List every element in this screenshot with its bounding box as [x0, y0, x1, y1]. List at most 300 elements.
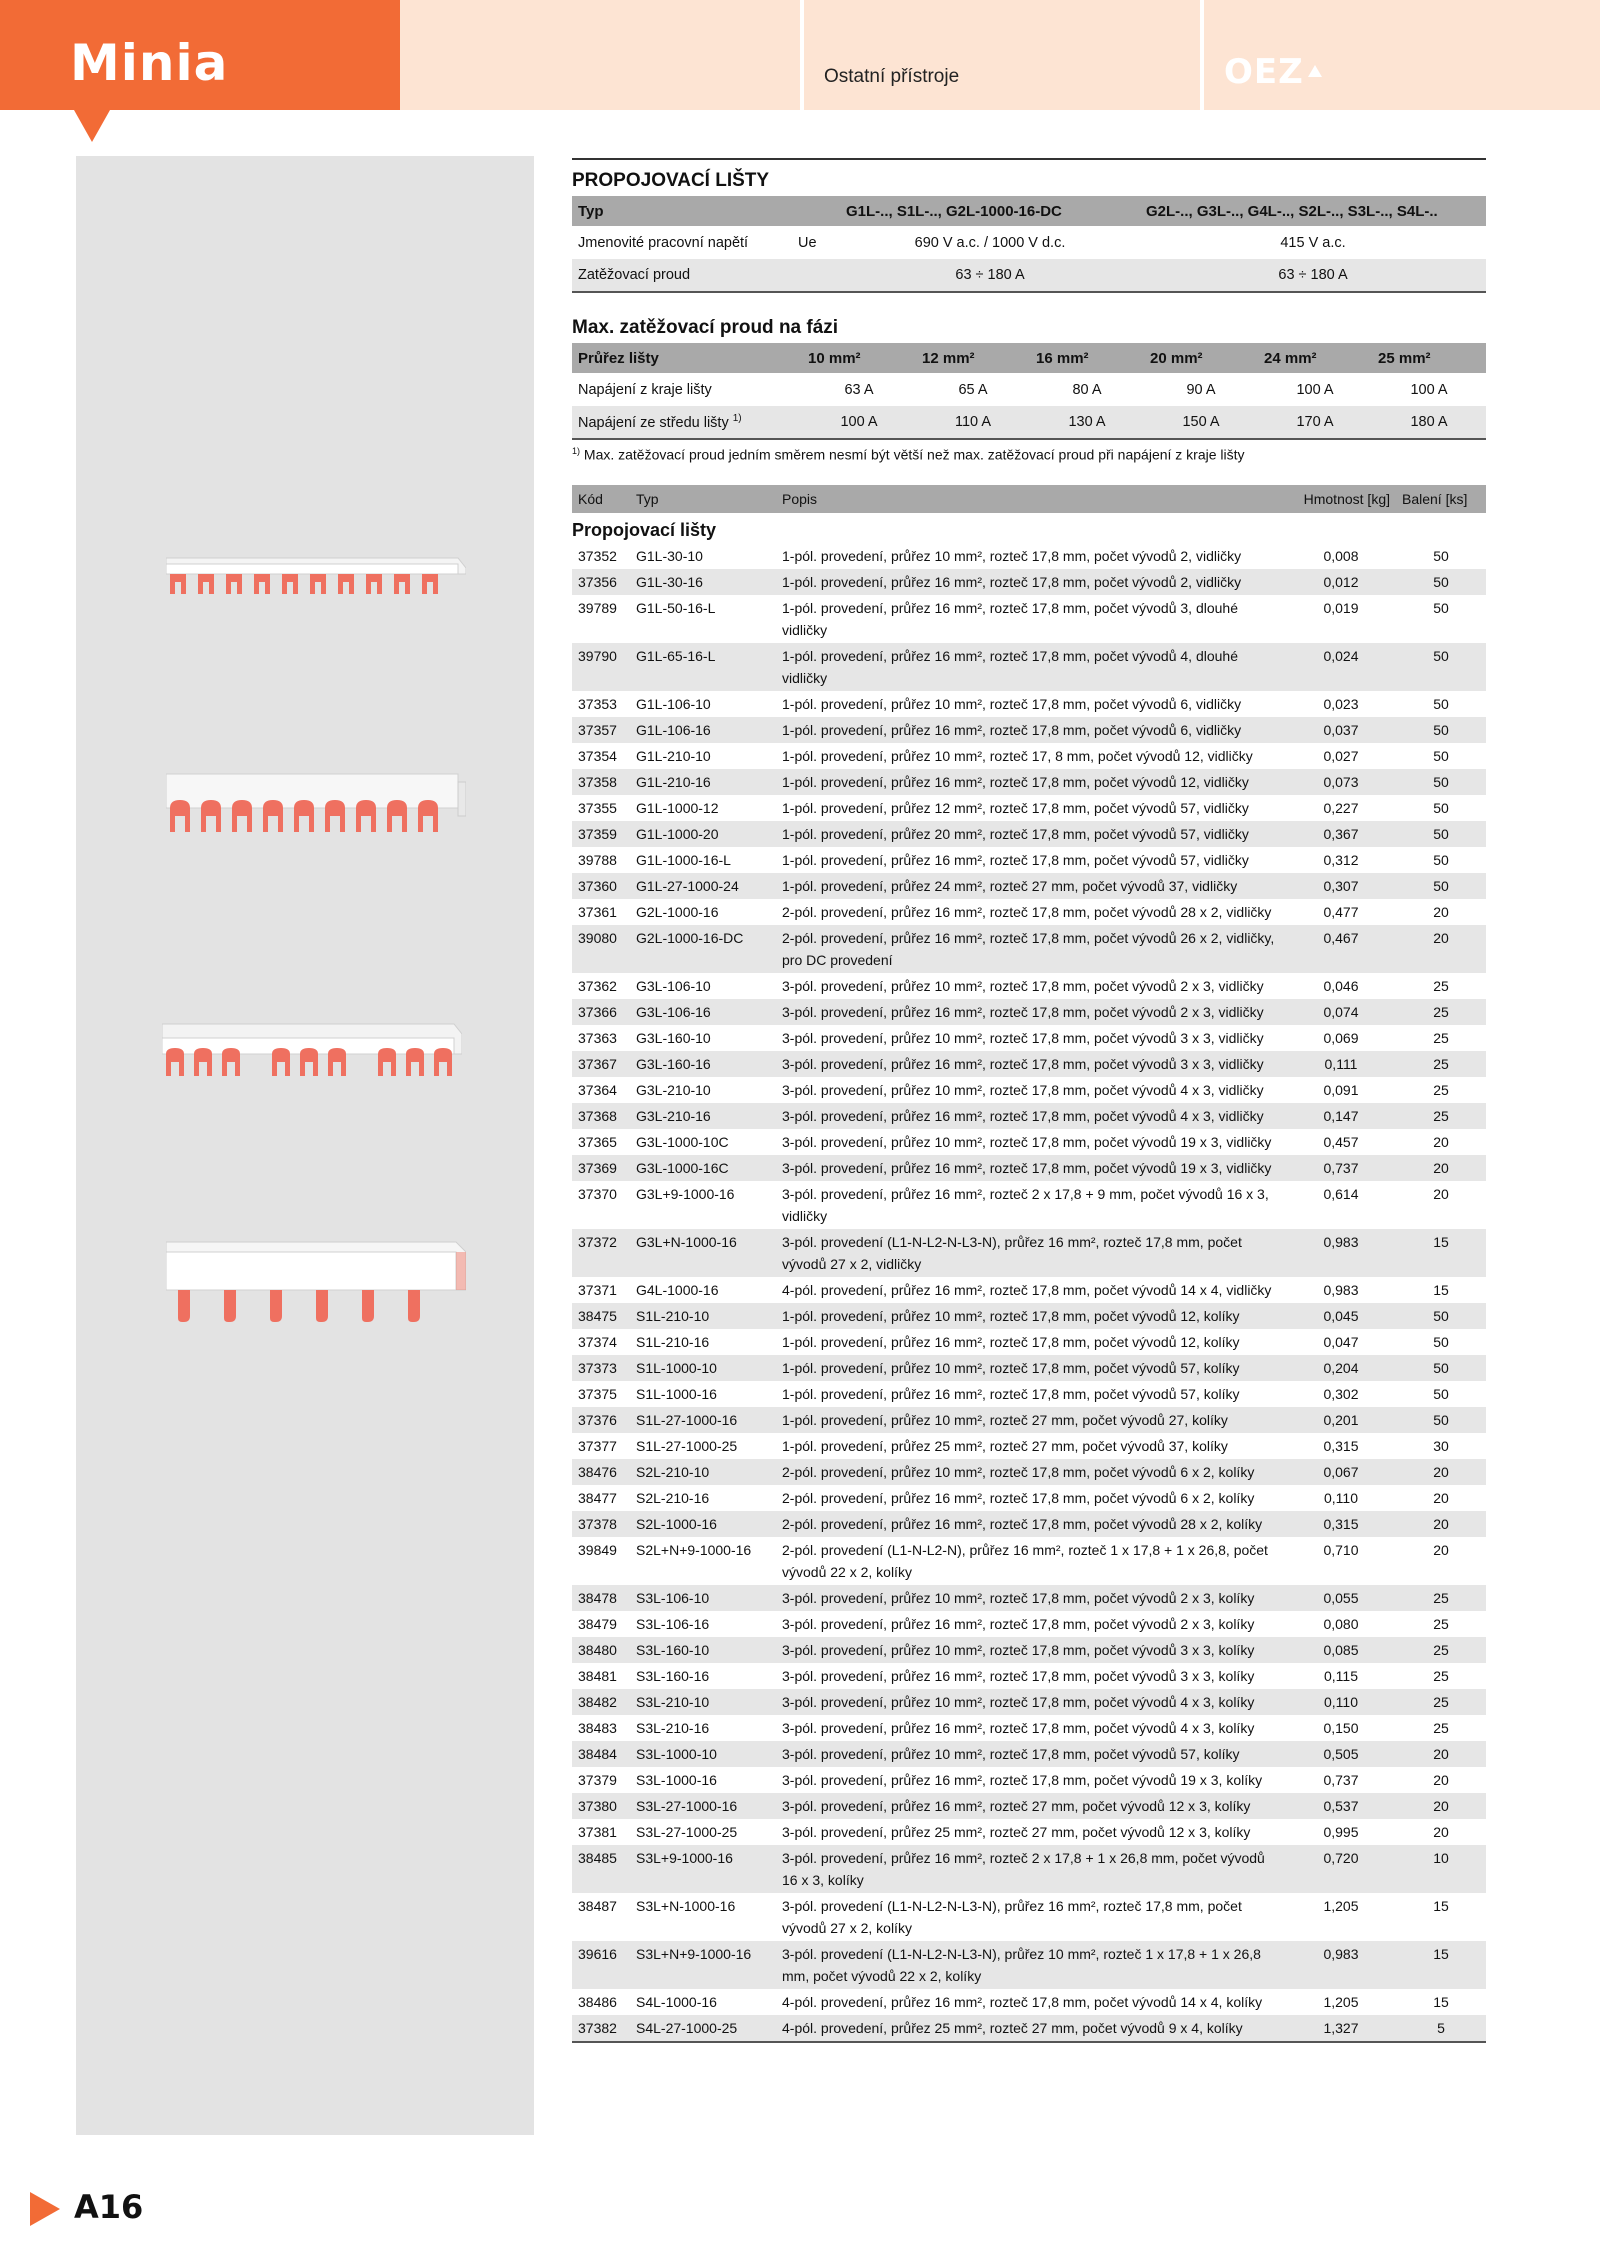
cell-desc: 3-pól. provedení, průřez 16 mm², rozteč 17,8 mm, počet vývodů 3 x 3, vidličky — [776, 1051, 1286, 1077]
current-col-header: 10 mm² — [802, 343, 916, 373]
cell-desc: 3-pól. provedení, průřez 10 mm², rozteč 17,8 mm, počet vývodů 19 x 3, vidličky — [782, 1133, 1272, 1150]
cell-desc: 3-pól. provedení, průřez 16 mm², rozteč 17,8 mm, počet vývodů 19 x 3, vidličky — [776, 1155, 1286, 1181]
current-value: 65 A — [958, 381, 988, 398]
busbar-fork — [310, 574, 326, 594]
cell-desc: 3-pól. provedení, průřez 10 mm², rozteč 17,8 mm, počet vývodů 2 x 3, vidličky — [782, 977, 1264, 994]
current-row-label: Napájení z kraje lišty — [578, 381, 712, 398]
cell-desc: 1-pól. provedení, průřez 24 mm², rozteč 27 mm, počet vývodů 37, vidličky — [776, 873, 1286, 899]
spec-row-b: 415 V a.c. — [1280, 234, 1346, 251]
col-pack: Balení [ks] — [1396, 485, 1486, 513]
table-row — [572, 1077, 1486, 1103]
footnote — [572, 440, 1486, 463]
table-row — [572, 1051, 1486, 1077]
cell-pack: 20 — [1433, 1823, 1449, 1840]
cell-pack: 5 — [1396, 2015, 1486, 2042]
cell-pack: 25 — [1433, 1081, 1449, 1098]
busbar-fork — [201, 800, 221, 832]
cell-code: 37370 — [578, 1185, 617, 1202]
cell-mass: 0,995 — [1323, 1823, 1359, 1840]
cell-code: 37369 — [572, 1155, 630, 1181]
cell-type: S3L+N-1000-16 — [636, 1897, 736, 1914]
cell-pack: 25 — [1433, 1667, 1449, 1684]
current-col-header: 16 mm² — [1030, 343, 1144, 373]
cell-desc: 3-pól. provedení, průřez 25 mm², rozteč 27 mm, počet vývodů 12 x 3, kolíky — [782, 1823, 1251, 1840]
cell-type: G3L-1000-10C — [636, 1133, 729, 1150]
table-row — [572, 795, 1486, 821]
table-row — [572, 1637, 1486, 1663]
cell-code: 39789 — [578, 599, 617, 616]
group-row — [572, 513, 1486, 543]
cell-code: 38485 — [572, 1845, 630, 1893]
cell-code: 37371 — [578, 1281, 617, 1298]
busbar-fork — [328, 1048, 346, 1076]
cell-code: 37365 — [578, 1133, 617, 1150]
busbar-fork — [170, 574, 186, 594]
cell-desc: 4-pól. provedení, průřez 16 mm², rozteč 17,8 mm, počet vývodů 14 x 4, kolíky — [782, 1993, 1263, 2010]
table-row — [572, 925, 1486, 973]
cell-pack: 50 — [1433, 599, 1449, 616]
cell-code: 37355 — [578, 799, 617, 816]
cell-mass: 0,110 — [1286, 1689, 1396, 1715]
cell-mass: 0,983 — [1286, 1229, 1396, 1277]
cell-pack: 20 — [1396, 925, 1486, 973]
col-mass: Hmotnost [kg] — [1286, 485, 1396, 513]
cell-code: 38477 — [578, 1489, 617, 1506]
cell-type: S3L-210-16 — [636, 1719, 710, 1736]
cell-desc: 1-pól. provedení, průřez 16 mm², rozteč 17,8 mm, počet vývodů 3, dlouhé vidličky — [782, 599, 1239, 638]
busbar-fork — [422, 574, 438, 594]
cell-pack: 50 — [1396, 643, 1486, 691]
current-value: 100 A — [802, 406, 916, 439]
cell-desc: 3-pól. provedení, průřez 16 mm², rozteč 2 x 17,8 + 9 mm, počet vývodů 16 x 3, vidličky — [782, 1185, 1269, 1224]
spec-row-label: Zatěžovací proud — [572, 259, 792, 292]
cell-mass: 0,467 — [1286, 925, 1396, 973]
cell-desc: 2-pól. provedení (L1-N-L2-N), průřez 16 mm², rozteč 1 x 17,8 + 1 x 26,8, počet vývodů 22 x 2, kolíky — [782, 1541, 1268, 1580]
cell-mass: 0,110 — [1324, 1489, 1358, 1506]
spec-col-b: G2L-.., G3L-.., G4L-.., S2L-.., S3L-.., S4L-.. — [1140, 196, 1486, 226]
spec-row-a: 63 ÷ 180 A — [840, 259, 1140, 292]
busbar-fork — [394, 574, 410, 594]
cell-pack: 50 — [1433, 747, 1449, 764]
table-row — [572, 999, 1486, 1025]
table-row — [572, 821, 1486, 847]
cell-code: 37362 — [578, 977, 617, 994]
cell-type: S3L-160-10 — [630, 1637, 776, 1663]
cell-pack: 20 — [1433, 1489, 1449, 1506]
cell-code: 37376 — [572, 1407, 630, 1433]
spec-col-a: G1L-.., S1L-.., G2L-1000-16-DC — [840, 196, 1140, 226]
spec-row-symbol — [792, 259, 840, 292]
cell-mass: 0,085 — [1286, 1637, 1396, 1663]
table-row — [572, 1741, 1486, 1767]
current-value: 130 A — [1030, 406, 1144, 439]
cell-code: 38475 — [572, 1303, 630, 1329]
table-row — [572, 1989, 1486, 2015]
busbar-fork — [263, 800, 283, 832]
table-row — [572, 1663, 1486, 1689]
cell-desc: 1-pól. provedení, průřez 16 mm², rozteč 17,8 mm, počet vývodů 2, vidličky — [776, 569, 1286, 595]
cell-mass: 0,073 — [1286, 769, 1396, 795]
cell-type: S1L-210-10 — [630, 1303, 776, 1329]
page-label: A16 — [74, 2188, 144, 2226]
table-row — [572, 1155, 1486, 1181]
cell-code: 37382 — [572, 2015, 630, 2042]
table-row — [572, 1407, 1486, 1433]
cell-type: S2L-1000-16 — [630, 1511, 776, 1537]
cell-mass: 0,737 — [1323, 1771, 1359, 1788]
cell-pack: 20 — [1396, 1155, 1486, 1181]
cell-type: G3L-106-16 — [630, 999, 776, 1025]
cell-desc: 3-pól. provedení, průřez 16 mm², rozteč 17,8 mm, počet vývodů 4 x 3, kolíky — [782, 1719, 1255, 1736]
cell-type: S2L+N+9-1000-16 — [636, 1541, 752, 1558]
cell-pack: 15 — [1396, 1941, 1486, 1989]
cell-type: S3L+9-1000-16 — [630, 1845, 776, 1893]
cell-pack: 50 — [1396, 873, 1486, 899]
cell-pack: 10 — [1396, 1845, 1486, 1893]
current-table-title: Max. zatěžovací proud na fázi — [572, 317, 839, 338]
table-row — [572, 1459, 1486, 1485]
cell-mass: 0,047 — [1323, 1333, 1359, 1350]
cell-code: 37364 — [578, 1081, 617, 1098]
table-row — [572, 1893, 1486, 1941]
spec-table-title: PROPOJOVACÍ LIŠTY — [572, 170, 770, 191]
table-row — [572, 1103, 1486, 1129]
cell-pack: 25 — [1433, 1029, 1449, 1046]
cell-code: 37367 — [572, 1051, 630, 1077]
cell-desc: 2-pól. provedení, průřez 16 mm², rozteč 17,8 mm, počet vývodů 26 x 2, vidličky, pro DC provedení — [776, 925, 1286, 973]
cell-pack: 50 — [1433, 547, 1449, 564]
cell-pack: 20 — [1433, 1771, 1449, 1788]
busbar-fork — [222, 1048, 240, 1076]
busbar-fork — [356, 800, 376, 832]
cell-pack: 50 — [1396, 1407, 1486, 1433]
cell-mass: 0,537 — [1286, 1793, 1396, 1819]
current-row-label-text: Napájení ze středu lišty — [578, 414, 729, 431]
cell-desc: 3-pól. provedení, průřez 16 mm², rozteč 17,8 mm, počet vývodů 4 x 3, vidličky — [776, 1103, 1286, 1129]
cell-desc: 1-pól. provedení, průřez 10 mm², rozteč 17, 8 mm, počet vývodů 12, vidličky — [782, 747, 1253, 764]
table-row — [572, 1941, 1486, 1989]
cell-pack: 50 — [1396, 1303, 1486, 1329]
header-separator — [800, 0, 804, 110]
current-row — [572, 406, 1486, 439]
cell-pack: 30 — [1433, 1437, 1449, 1454]
cell-type: G1L-30-10 — [636, 547, 703, 564]
cell-mass: 0,074 — [1286, 999, 1396, 1025]
cell-type: G3L-106-10 — [636, 977, 711, 994]
current-value: 90 A — [1186, 381, 1216, 398]
col-code: Kód — [572, 485, 630, 513]
cell-type: S1L-210-16 — [636, 1333, 710, 1350]
cell-desc: 3-pól. provedení, průřez 10 mm², rozteč 17,8 mm, počet vývodů 2 x 3, kolíky — [776, 1585, 1286, 1611]
cell-pack: 50 — [1396, 717, 1486, 743]
cell-type: G1L-27-1000-24 — [630, 873, 776, 899]
cell-mass: 0,204 — [1286, 1355, 1396, 1381]
busbar-3pole-forks-image — [162, 1014, 462, 1094]
cell-type: S3L-210-10 — [630, 1689, 776, 1715]
cell-type: S3L+N+9-1000-16 — [630, 1941, 776, 1989]
cell-code: 37359 — [572, 821, 630, 847]
cell-mass: 0,080 — [1323, 1615, 1359, 1632]
cell-mass: 0,019 — [1323, 599, 1359, 616]
table-row — [572, 1537, 1486, 1585]
cell-desc: 1-pól. provedení, průřez 16 mm², rozteč 17,8 mm, počet vývodů 12, vidličky — [776, 769, 1286, 795]
busbar-fork — [232, 800, 252, 832]
cell-type: G3L-160-10 — [636, 1029, 711, 1046]
table-row — [572, 1715, 1486, 1741]
table-row — [572, 769, 1486, 795]
cell-pack: 50 — [1433, 695, 1449, 712]
cell-mass: 0,067 — [1286, 1459, 1396, 1485]
cell-code: 39788 — [578, 851, 617, 868]
cell-mass: 0,201 — [1286, 1407, 1396, 1433]
busbar-fork — [387, 800, 407, 832]
table-row — [572, 717, 1486, 743]
cell-desc: 3-pól. provedení (L1-N-L2-N-L3-N), průřez 10 mm², rozteč 1 x 17,8 + 1 x 26,8 mm, počet vývodů 22 x 2, kolíky — [776, 1941, 1286, 1989]
cell-code: 39790 — [572, 643, 630, 691]
spec-row-label: Jmenovité pracovní napětí — [578, 234, 749, 251]
header-separator — [1200, 0, 1204, 110]
cell-code: 37377 — [578, 1437, 617, 1454]
cell-mass: 1,327 — [1286, 2015, 1396, 2042]
table-row — [572, 691, 1486, 717]
table-row — [572, 899, 1486, 925]
cell-type: G1L-1000-16-L — [636, 851, 731, 868]
cell-type: G1L-30-16 — [630, 569, 776, 595]
page-header — [0, 0, 1600, 110]
current-value: 80 A — [1072, 381, 1102, 398]
spec-row-symbol — [792, 226, 840, 259]
cell-type: S4L-1000-16 — [636, 1993, 717, 2010]
cell-mass: 0,983 — [1323, 1281, 1359, 1298]
table-row — [572, 1819, 1486, 1845]
cell-mass: 0,023 — [1323, 695, 1359, 712]
busbar-fork — [325, 800, 345, 832]
cell-desc: 3-pól. provedení, průřez 16 mm², rozteč 2 x 17,8 + 1 x 26,8 mm, počet vývodů 16 x 3, kolíky — [776, 1845, 1286, 1893]
cell-mass: 0,477 — [1323, 903, 1359, 920]
current-col-header: 20 mm² — [1144, 343, 1258, 373]
product-image-panel — [76, 156, 534, 2135]
cell-code: 38476 — [572, 1459, 630, 1485]
spec-table — [572, 196, 1486, 293]
current-value: 170 A — [1258, 406, 1372, 439]
group-title: Propojovací lišty — [572, 513, 1486, 543]
spec-row — [572, 226, 1486, 259]
busbar-fork — [170, 800, 190, 832]
cell-mass: 0,027 — [1323, 747, 1359, 764]
current-col-header: 12 mm² — [916, 343, 1030, 373]
cell-mass: 0,307 — [1286, 873, 1396, 899]
product-table — [572, 485, 1486, 2043]
cell-type: G1L-50-16-L — [636, 599, 716, 616]
cell-desc: 1-pól. provedení, průřez 16 mm², rozteč 17,8 mm, počet vývodů 6, vidličky — [776, 717, 1286, 743]
cell-code: 38483 — [578, 1719, 617, 1736]
main-content — [572, 158, 1486, 2043]
cell-mass: 0,008 — [1323, 547, 1359, 564]
busbar-fork — [406, 1048, 424, 1076]
table-row — [572, 1355, 1486, 1381]
cell-code: 37353 — [578, 695, 617, 712]
cell-desc: 3-pól. provedení, průřez 10 mm², rozteč 17,8 mm, počet vývodů 4 x 3, vidličky — [782, 1081, 1264, 1098]
cell-code: 37363 — [578, 1029, 617, 1046]
cell-mass: 0,315 — [1286, 1511, 1396, 1537]
cell-mass: 0,710 — [1323, 1541, 1359, 1558]
cell-type: S3L-160-16 — [636, 1667, 710, 1684]
busbar-pin — [316, 1290, 328, 1322]
cell-code: 39849 — [578, 1541, 617, 1558]
cell-code: 37356 — [572, 569, 630, 595]
cell-code: 38481 — [578, 1667, 617, 1684]
current-row-label — [572, 406, 802, 439]
cell-type: G2L-1000-16-DC — [630, 925, 776, 973]
cell-pack: 50 — [1433, 1333, 1449, 1350]
cell-pack: 25 — [1396, 1585, 1486, 1611]
table-row — [572, 2015, 1486, 2042]
cell-desc: 3-pól. provedení, průřez 16 mm², rozteč 17,8 mm, počet vývodů 3 x 3, kolíky — [782, 1667, 1255, 1684]
cell-desc: 1-pól. provedení, průřez 10 mm², rozteč 17,8 mm, počet vývodů 57, kolíky — [776, 1355, 1286, 1381]
cell-code: 37360 — [572, 873, 630, 899]
cell-type: G1L-106-10 — [636, 695, 711, 712]
spec-col-symbol — [792, 196, 840, 226]
cell-type: G4L-1000-16 — [636, 1281, 719, 1298]
cell-code: 37352 — [578, 547, 617, 564]
cell-desc: 3-pól. provedení, průřez 16 mm², rozteč 27 mm, počet vývodů 12 x 3, kolíky — [776, 1793, 1286, 1819]
cell-type: S1L-27-1000-16 — [630, 1407, 776, 1433]
cell-pack: 20 — [1396, 1511, 1486, 1537]
cell-type: S3L-1000-10 — [630, 1741, 776, 1767]
cell-desc: 1-pól. provedení, průřez 10 mm², rozteč 27 mm, počet vývodů 27, kolíky — [776, 1407, 1286, 1433]
busbar-fork — [254, 574, 270, 594]
cell-code: 38486 — [578, 1993, 617, 2010]
footnote-mark: 1) — [572, 446, 581, 456]
cell-mass: 0,069 — [1323, 1029, 1359, 1046]
current-value: 100 A — [1296, 381, 1334, 398]
table-row — [572, 595, 1486, 643]
cell-type: G3L+9-1000-16 — [636, 1185, 735, 1202]
busbar-fork — [418, 800, 438, 832]
current-value: 110 A — [916, 406, 1030, 439]
cell-code: 37381 — [578, 1823, 617, 1840]
cell-mass: 0,367 — [1286, 821, 1396, 847]
spec-row-b: 63 ÷ 180 A — [1140, 259, 1486, 292]
table-row — [572, 973, 1486, 999]
busbar-pin — [362, 1290, 374, 1322]
cell-mass: 0,315 — [1323, 1437, 1359, 1454]
table-row — [572, 1433, 1486, 1459]
cell-mass: 0,045 — [1286, 1303, 1396, 1329]
cell-type: G1L-1000-12 — [636, 799, 719, 816]
cell-code: 37375 — [578, 1385, 617, 1402]
header-band — [400, 0, 1600, 110]
cell-desc: 3-pól. provedení, průřez 16 mm², rozteč 17,8 mm, počet vývodů 2 x 3, vidličky — [776, 999, 1286, 1025]
table-row — [572, 1793, 1486, 1819]
cell-desc: 3-pól. provedení, průřez 16 mm², rozteč 17,8 mm, počet vývodů 19 x 3, kolíky — [782, 1771, 1263, 1788]
cell-pack: 20 — [1396, 1459, 1486, 1485]
cell-pack: 15 — [1433, 1281, 1449, 1298]
cell-mass: 0,111 — [1286, 1051, 1396, 1077]
cell-desc: 3-pól. provedení, průřez 10 mm², rozteč 17,8 mm, počet vývodů 3 x 3, kolíky — [776, 1637, 1286, 1663]
busbar-1pole-forks-image — [166, 552, 466, 608]
current-value: 63 A — [844, 381, 874, 398]
cell-type: S3L-1000-16 — [636, 1771, 717, 1788]
cell-code: 37358 — [572, 769, 630, 795]
cell-type: S2L-210-10 — [630, 1459, 776, 1485]
table-row — [572, 1381, 1486, 1407]
cell-type: S2L-210-16 — [636, 1489, 710, 1506]
cell-mass: 0,055 — [1286, 1585, 1396, 1611]
ue-symbol: Ue — [798, 234, 817, 251]
cell-type: G1L-65-16-L — [630, 643, 776, 691]
cell-mass: 0,457 — [1323, 1133, 1359, 1150]
page-arrow-icon — [30, 2192, 60, 2226]
cell-code: 38487 — [578, 1897, 617, 1914]
cell-desc: 1-pól. provedení, průřez 16 mm², rozteč 17,8 mm, počet vývodů 4, dlouhé vidličky — [776, 643, 1286, 691]
cell-code: 38478 — [572, 1585, 630, 1611]
cell-mass: 0,983 — [1286, 1941, 1396, 1989]
col-type: Typ — [630, 485, 776, 513]
cell-type: S3L-27-1000-16 — [630, 1793, 776, 1819]
cell-type: G1L-210-16 — [630, 769, 776, 795]
current-col-header: 25 mm² — [1372, 343, 1486, 373]
table-row — [572, 643, 1486, 691]
cell-pack: 20 — [1433, 1185, 1449, 1202]
cell-code: 38484 — [572, 1741, 630, 1767]
table-row — [572, 1611, 1486, 1637]
busbar-pin — [224, 1290, 236, 1322]
busbar-fork — [198, 574, 214, 594]
spec-row — [572, 259, 1486, 292]
busbar-pin — [178, 1290, 190, 1322]
cell-type: G3L+N-1000-16 — [630, 1229, 776, 1277]
cell-mass: 0,150 — [1323, 1719, 1359, 1736]
current-row — [572, 373, 1486, 406]
footnote-ref: 1) — [732, 413, 742, 425]
busbar-fork — [300, 1048, 318, 1076]
cell-code: 39080 — [572, 925, 630, 973]
busbar-fork — [226, 574, 242, 594]
table-row — [572, 543, 1486, 569]
cell-mass: 1,205 — [1323, 1993, 1359, 2010]
cell-desc: 1-pól. provedení, průřez 10 mm², rozteč 17,8 mm, počet vývodů 12, kolíky — [776, 1303, 1286, 1329]
table-row — [572, 847, 1486, 873]
table-row — [572, 743, 1486, 769]
cell-mass: 0,737 — [1286, 1155, 1396, 1181]
table-row — [572, 1303, 1486, 1329]
cell-code: 37374 — [578, 1333, 617, 1350]
cell-mass: 1,205 — [1323, 1897, 1359, 1914]
cell-mass: 0,302 — [1323, 1385, 1359, 1402]
cell-code: 37372 — [572, 1229, 630, 1277]
cell-mass: 0,312 — [1323, 851, 1359, 868]
cell-pack: 50 — [1433, 851, 1449, 868]
cell-pack: 15 — [1433, 1993, 1449, 2010]
cell-mass: 0,046 — [1323, 977, 1359, 994]
cell-type: S1L-1000-16 — [636, 1385, 717, 1402]
busbar-fork — [338, 574, 354, 594]
cell-desc: 3-pól. provedení, průřez 16 mm², rozteč 17,8 mm, počet vývodů 2 x 3, kolíky — [782, 1615, 1255, 1632]
current-table — [572, 343, 1486, 440]
cell-type: G3L-1000-16C — [630, 1155, 776, 1181]
cell-pack: 20 — [1396, 1741, 1486, 1767]
cell-pack: 25 — [1433, 1719, 1449, 1736]
cell-mass: 0,227 — [1323, 799, 1359, 816]
cell-type: G3L-210-10 — [636, 1081, 711, 1098]
cell-mass: 0,115 — [1324, 1667, 1358, 1684]
busbar-2pole-forks-image — [166, 768, 466, 848]
cell-mass: 0,614 — [1323, 1185, 1359, 1202]
table-row — [572, 1511, 1486, 1537]
cell-code: 37368 — [572, 1103, 630, 1129]
cell-type: S4L-27-1000-25 — [630, 2015, 776, 2042]
